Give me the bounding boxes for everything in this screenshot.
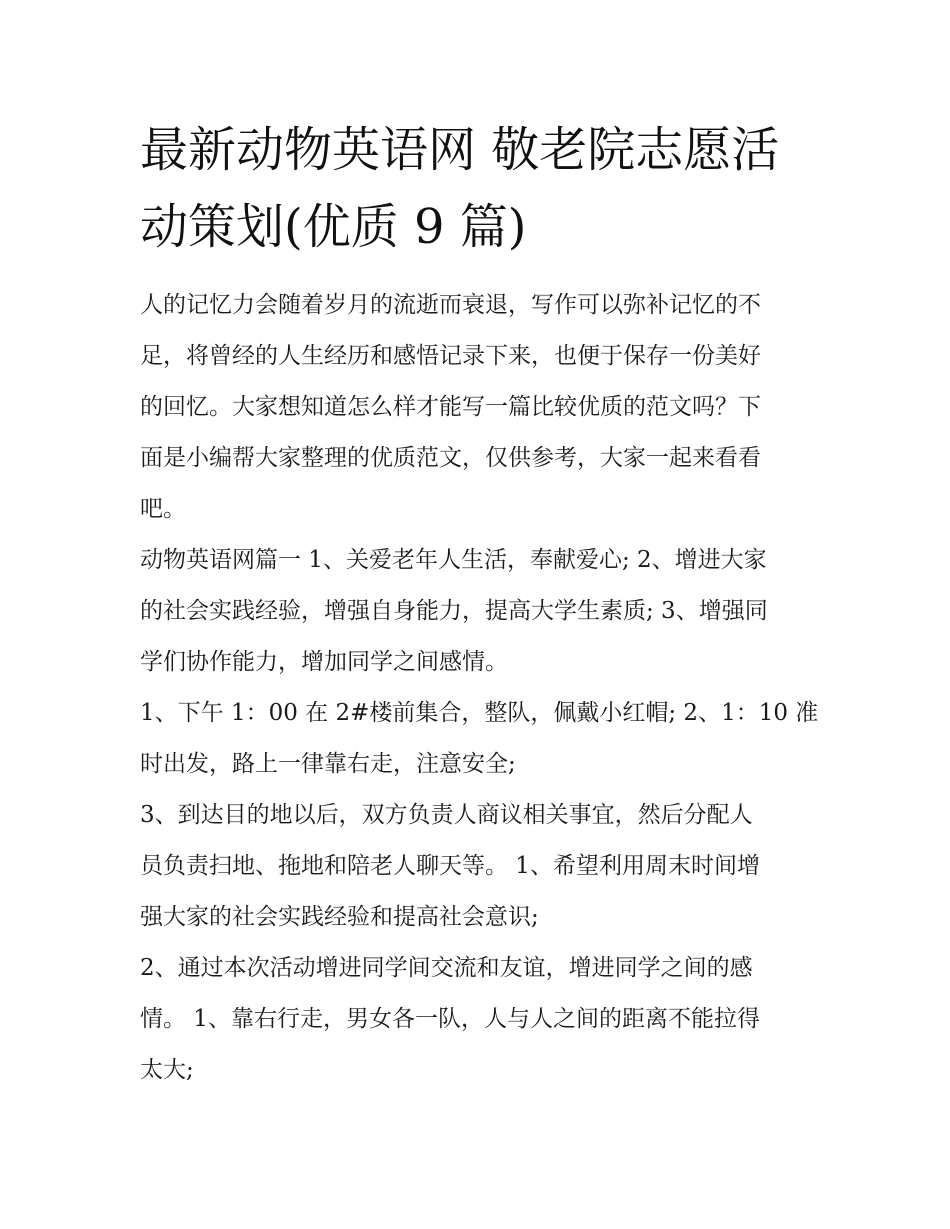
body-line: 1、下午 1：00 在 2#楼前集合，整队，佩戴小红帽; 2、1：10 准 — [140, 700, 819, 726]
body-line: 动物英语网篇一 1、关爱老年人生活，奉献爱心; 2、增进大家 — [140, 547, 767, 573]
body-line: 足，将曾经的人生经历和感悟记录下来，也便于保存一份美好 — [140, 343, 761, 369]
body-line: 太大; — [140, 1057, 194, 1083]
body-line: 的社会实践经验，增强自身能力，提高大学生素质; 3、增强同 — [140, 598, 768, 624]
document-title — [140, 112, 820, 266]
title-line: 动策划(优质 9 篇) — [140, 199, 527, 255]
body-line: 情。 1、靠右行走，男女各一队，人与人之间的距离不能拉得 — [140, 1006, 760, 1032]
body-line: 2、通过本次活动增进同学间交流和友谊，增进同学之间的感 — [140, 955, 753, 981]
body-line: 面是小编帮大家整理的优质范文，仅供参考，大家一起来看看 — [140, 445, 761, 471]
body-line: 员负责扫地、拖地和陪老人聊天等。 1、希望利用周末时间增 — [140, 853, 760, 879]
body-line: 时出发，路上一律靠右走，注意安全; — [140, 751, 516, 777]
title-line: 最新动物英语网 敬老院志愿活 — [140, 122, 780, 178]
body-line: 3、到达目的地以后，双方负责人商议相关事宜，然后分配人 — [140, 802, 753, 828]
body-line: 人的记忆力会随着岁月的流逝而衰退，写作可以弥补记忆的不 — [140, 292, 761, 318]
body-line: 学们协作能力，增加同学之间感情。 — [140, 649, 508, 675]
document-body — [140, 280, 820, 1096]
body-line: 吧。 — [140, 496, 186, 522]
body-line: 强大家的社会实践经验和提高社会意识; — [140, 904, 539, 930]
body-line: 的回忆。大家想知道怎么样才能写一篇比较优质的范文吗？下 — [140, 394, 761, 420]
